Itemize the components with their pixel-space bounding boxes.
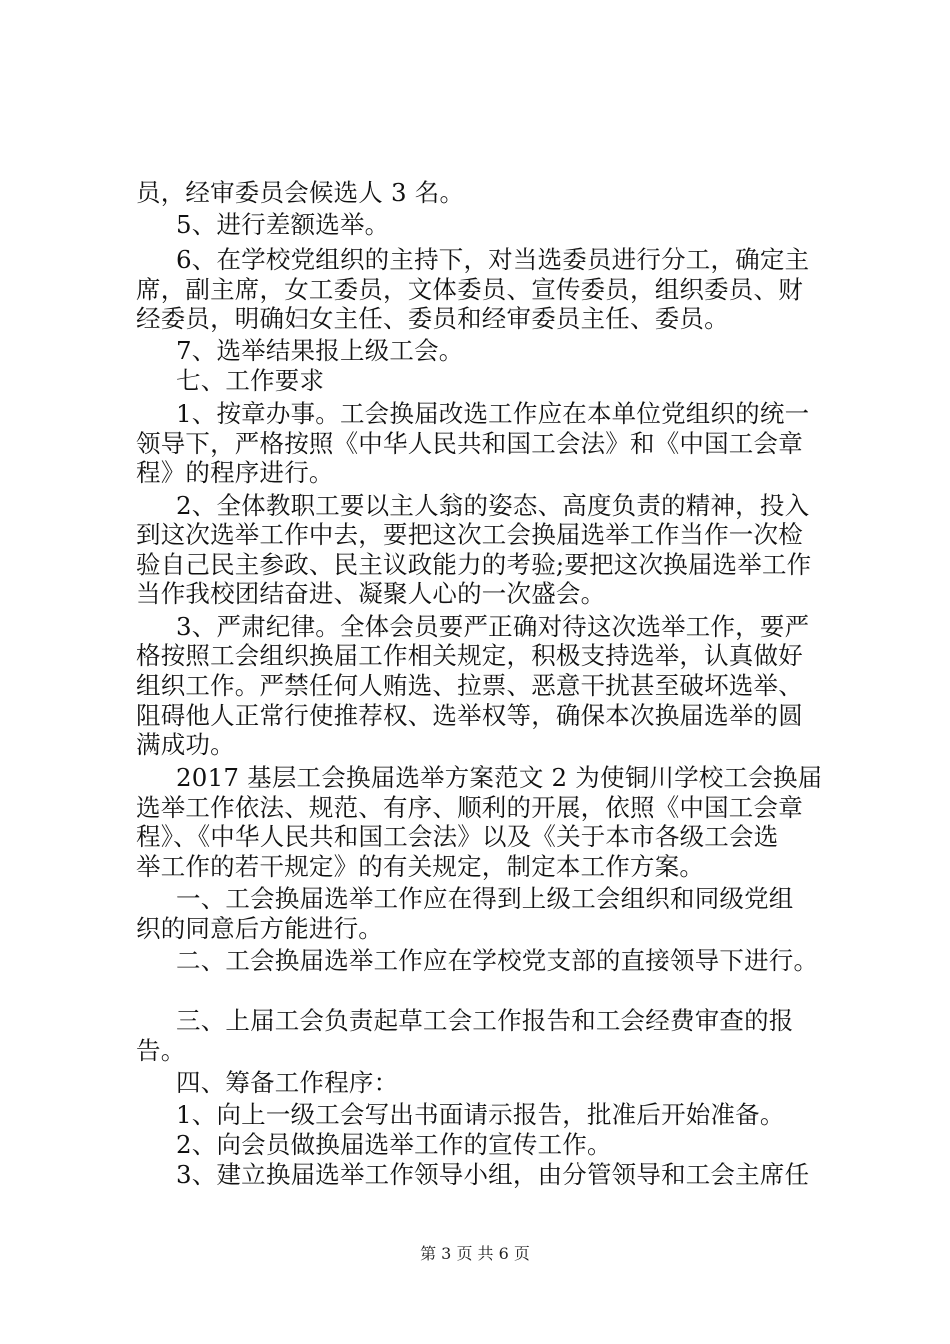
text-line: 2017 基层工会换届选举方案范文 2 为使铜川学校工会换届 xyxy=(176,763,823,792)
text-line: 选举工作依法、规范、有序、顺利的开展，依照《中国工会章 xyxy=(136,793,803,822)
text-line: 当作我校团结奋进、凝聚人心的一次盛会。 xyxy=(136,579,606,608)
text-line: 领导下，严格按照《中华人民共和国工会法》和《中国工会章 xyxy=(136,429,803,458)
text-line: 织的同意后方能进行。 xyxy=(136,914,383,943)
text-line: 程》的程序进行。 xyxy=(136,458,334,487)
text-line: 经委员，明确妇女主任、委员和经审委员主任、委员。 xyxy=(136,304,729,333)
text-line: 1、向上一级工会写出书面请示报告，批准后开始准备。 xyxy=(176,1100,785,1129)
text-line: 格按照工会组织换届工作相关规定，积极支持选举，认真做好 xyxy=(136,641,803,670)
text-line: 3、严肃纪律。全体会员要严正确对待这次选举工作，要严 xyxy=(176,612,810,641)
text-line: 7、选举结果报上级工会。 xyxy=(176,336,464,365)
section-heading: 七、工作要求 xyxy=(176,366,325,395)
text-line: 员，经审委员会候选人 3 名。 xyxy=(136,178,465,207)
text-line: 验自己民主参政、民主议政能力的考验;要把这次换届选举工作 xyxy=(136,550,812,579)
page-footer: 第 3 页 共 6 页 xyxy=(420,1244,530,1263)
text-line: 告。 xyxy=(136,1036,186,1065)
text-line: 3、建立换届选举工作领导小组，由分管领导和工会主席任 xyxy=(176,1160,810,1189)
text-line: 组织工作。严禁任何人贿选、拉票、恶意干扰甚至破坏选举、 xyxy=(136,671,803,700)
text-line: 阻碍他人正常行使推荐权、选举权等，确保本次换届选举的圆 xyxy=(136,701,803,730)
text-line: 二、工会换届选举工作应在学校党支部的直接领导下进行。 xyxy=(176,946,819,975)
text-line: 1、按章办事。工会换届改选工作应在本单位党组织的统一 xyxy=(176,399,810,428)
text-line: 程》、《中华人民共和国工会法》以及《关于本市各级工会选 xyxy=(136,822,779,851)
text-line: 席，副主席，女工委员，文体委员、宣传委员，组织委员、财 xyxy=(136,275,803,304)
text-line: 三、上届工会负责起草工会工作报告和工会经费审查的报 xyxy=(176,1006,794,1035)
text-line: 5、进行差额选举。 xyxy=(176,210,390,239)
text-line: 满成功。 xyxy=(136,730,235,759)
text-line: 6、在学校党组织的主持下，对当选委员进行分工，确定主 xyxy=(176,245,810,274)
text-line: 举工作的若干规定》的有关规定，制定本工作方案。 xyxy=(136,852,705,881)
text-line: 四、筹备工作程序： xyxy=(176,1068,399,1097)
text-line: 到这次选举工作中去，要把这次工会换届选举工作当作一次检 xyxy=(136,520,803,549)
text-line: 2、向会员做换届选举工作的宣传工作。 xyxy=(176,1130,612,1159)
text-line: 2、全体教职工要以主人翁的姿态、高度负责的精神，投入 xyxy=(176,491,810,520)
text-line: 一、工会换届选举工作应在得到上级工会组织和同级党组 xyxy=(176,884,794,913)
